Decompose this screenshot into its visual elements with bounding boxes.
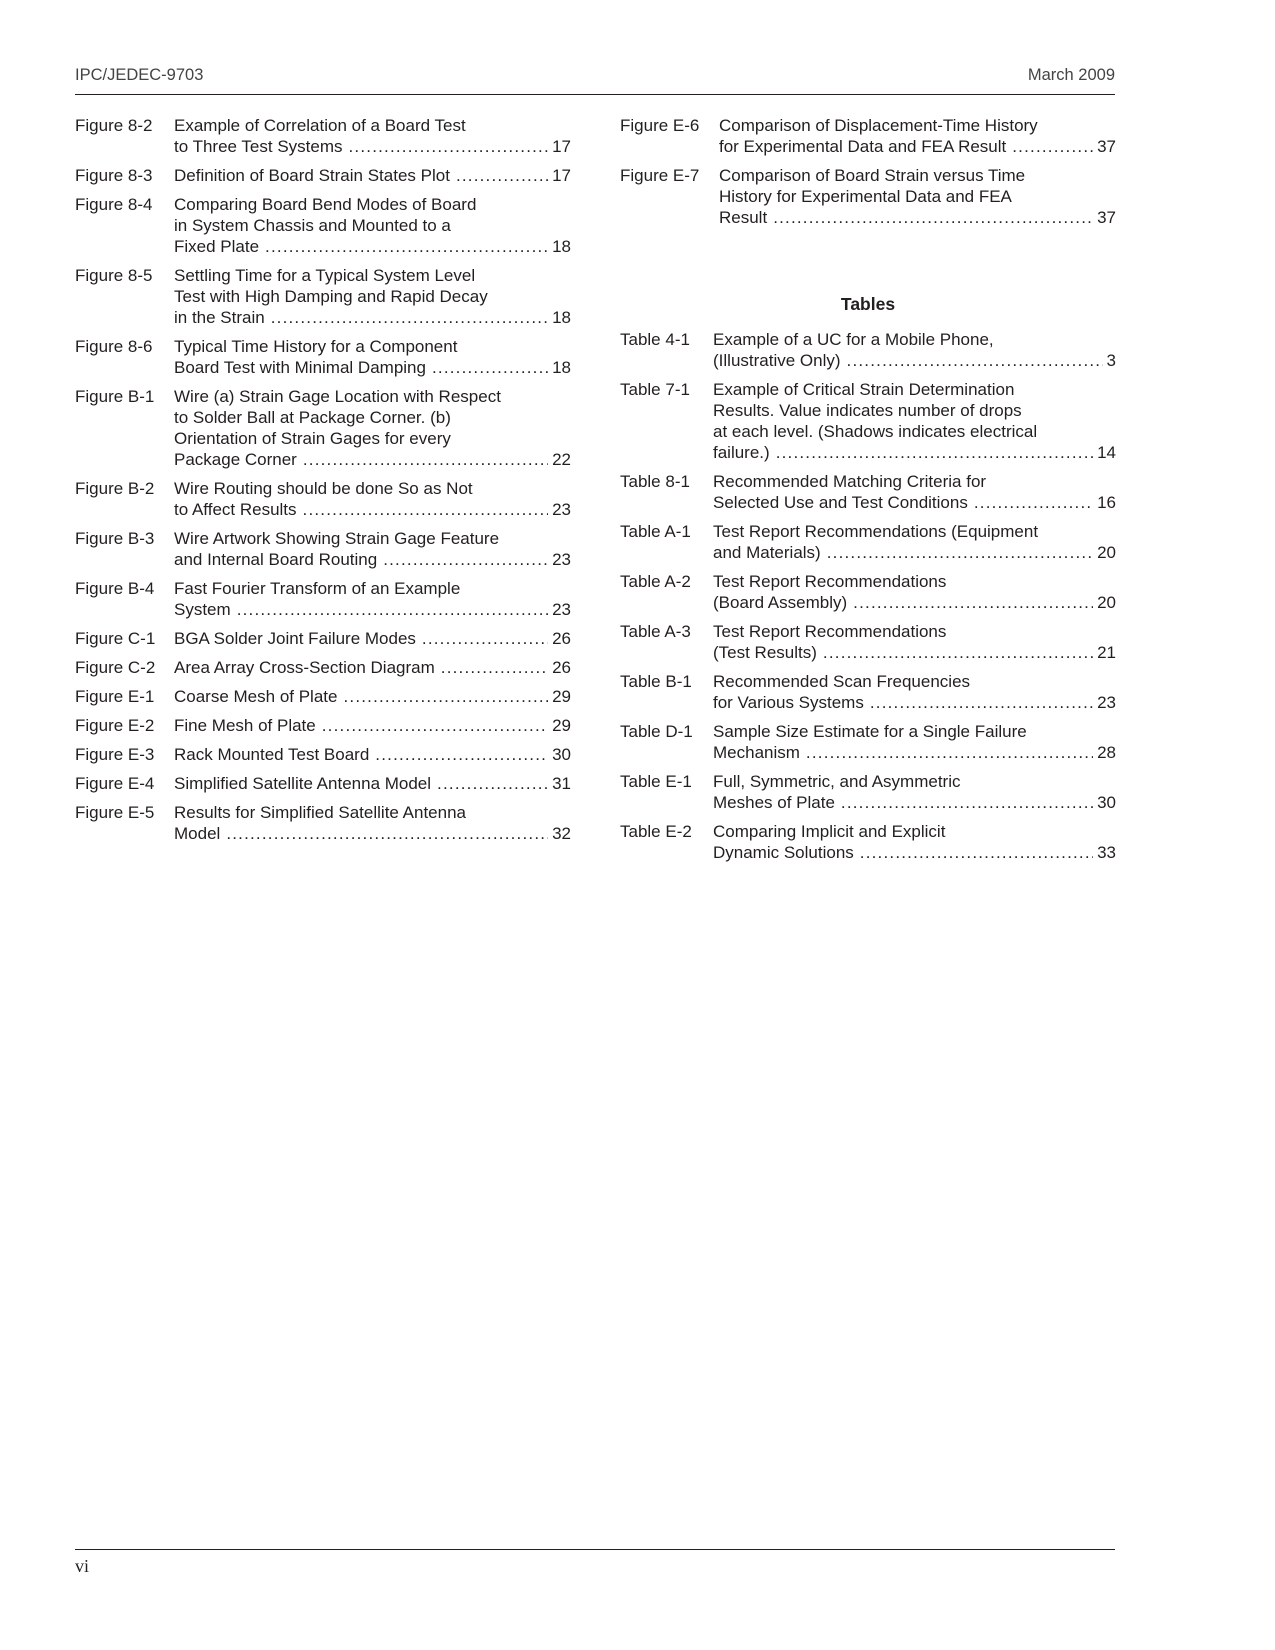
entry-last-line xyxy=(713,592,1116,613)
entry-label: Figure E-1 xyxy=(75,687,155,706)
entry-label: Figure C-1 xyxy=(75,629,156,648)
entry-title-line: Settling Time for a Typical System Level xyxy=(174,266,476,285)
entry-title-line: Test Report Recommendations xyxy=(713,572,947,591)
figure-entry[interactable] xyxy=(620,115,1116,157)
entry-title xyxy=(174,386,571,470)
dot-leader xyxy=(343,686,548,707)
entry-last-line xyxy=(174,136,571,157)
entry-title-line: to Solder Ball at Package Corner. (b) xyxy=(174,408,451,427)
entry-title xyxy=(174,115,571,157)
page-reference[interactable]: 23 xyxy=(552,500,571,519)
entry-label: Table A-1 xyxy=(620,522,691,541)
entry-last-line xyxy=(713,742,1116,763)
entry-title xyxy=(174,265,571,328)
entry-last-line xyxy=(174,715,571,736)
table-entry[interactable] xyxy=(620,471,1116,513)
dot-leader xyxy=(853,592,1093,613)
page-reference[interactable]: 31 xyxy=(552,774,571,793)
entry-last-line xyxy=(174,357,571,378)
entry-title-line: Model xyxy=(174,824,221,843)
figure-entry[interactable] xyxy=(75,528,571,570)
entry-last-line xyxy=(713,692,1116,713)
dot-leader xyxy=(841,792,1093,813)
figure-entry[interactable] xyxy=(75,628,571,649)
entry-last-line xyxy=(713,842,1116,863)
entry-last-line xyxy=(174,657,571,678)
dot-leader xyxy=(375,744,548,765)
entry-last-line xyxy=(174,449,571,470)
entry-last-line xyxy=(719,136,1116,157)
entry-label: Figure E-3 xyxy=(75,745,155,764)
dot-leader xyxy=(226,823,548,844)
entry-title-line: Fixed Plate xyxy=(174,237,260,256)
figure-entry[interactable] xyxy=(75,715,571,736)
page-reference[interactable]: 14 xyxy=(1097,443,1116,462)
entry-title-line: Result xyxy=(719,208,768,227)
entry-title-line: Recommended Matching Criteria for xyxy=(713,472,987,491)
page-reference[interactable]: 23 xyxy=(552,550,571,569)
entry-title-line: History for Experimental Data and FEA xyxy=(719,187,1012,206)
entry-label: Figure 8-4 xyxy=(75,195,153,214)
entry-label: Figure 8-3 xyxy=(75,166,153,185)
entry-title-line: BGA Solder Joint Failure Modes xyxy=(174,629,416,648)
page-reference[interactable]: 30 xyxy=(552,745,571,764)
dot-leader xyxy=(441,657,548,678)
entry-title xyxy=(174,657,571,678)
page-reference[interactable]: 28 xyxy=(1097,743,1116,762)
entry-title xyxy=(713,721,1116,763)
dot-leader xyxy=(432,357,548,378)
page-reference[interactable]: 20 xyxy=(1097,593,1116,612)
page-header xyxy=(75,62,1115,95)
entry-last-line xyxy=(713,542,1116,563)
entry-last-line xyxy=(713,492,1116,513)
entry-title-line: Comparing Implicit and Explicit xyxy=(713,822,946,841)
entry-title-line: Coarse Mesh of Plate xyxy=(174,687,338,706)
entry-title-line: Meshes of Plate xyxy=(713,793,835,812)
entry-title-line: Dynamic Solutions xyxy=(713,843,854,862)
entry-title-line: for Experimental Data and FEA Result xyxy=(719,137,1007,156)
entry-label: Table E-2 xyxy=(620,822,692,841)
table-entry[interactable] xyxy=(620,571,1116,613)
entry-title xyxy=(713,521,1116,563)
dot-leader xyxy=(271,307,548,328)
document-id: IPC/JEDEC-9703 xyxy=(75,66,204,84)
entry-last-line xyxy=(713,642,1116,663)
entry-label: Table 8-1 xyxy=(620,472,690,491)
entry-label: Figure B-1 xyxy=(75,387,155,406)
entry-label: Figure E-5 xyxy=(75,803,155,822)
entry-last-line xyxy=(713,350,1116,371)
figure-entry[interactable] xyxy=(75,386,571,470)
dot-leader xyxy=(823,642,1093,663)
entry-label: Table B-1 xyxy=(620,672,692,691)
dot-leader xyxy=(827,542,1093,563)
page-reference[interactable]: 16 xyxy=(1097,493,1116,512)
entry-title-line: Fine Mesh of Plate xyxy=(174,716,316,735)
entry-title xyxy=(174,194,571,257)
entry-label: Figure 8-6 xyxy=(75,337,153,356)
page-number: vi xyxy=(75,1556,90,1576)
figure-entry[interactable] xyxy=(620,165,1116,228)
entry-last-line xyxy=(174,499,571,520)
entry-title-line: Rack Mounted Test Board xyxy=(174,745,370,764)
entry-title-line: Board Test with Minimal Damping xyxy=(174,358,426,377)
page-reference[interactable]: 33 xyxy=(1097,843,1116,862)
entry-title-line: and Internal Board Routing xyxy=(174,550,378,569)
entry-title xyxy=(174,336,571,378)
entry-title-line: (Illustrative Only) xyxy=(713,351,841,370)
entry-label: Figure B-3 xyxy=(75,529,155,548)
page-reference[interactable]: 18 xyxy=(552,358,571,377)
figure-entry[interactable] xyxy=(75,802,571,844)
entry-label: Figure 8-5 xyxy=(75,266,153,285)
entry-label: Figure E-4 xyxy=(75,774,155,793)
page-reference[interactable]: 32 xyxy=(552,824,571,843)
entry-title-line: failure.) xyxy=(713,443,770,462)
entry-title xyxy=(713,329,1116,371)
entry-title-line: Wire Artwork Showing Strain Gage Feature xyxy=(174,529,500,548)
entry-last-line xyxy=(719,207,1116,228)
dot-leader xyxy=(349,136,549,157)
entry-title xyxy=(713,379,1116,463)
table-entry[interactable] xyxy=(620,771,1116,813)
entry-title xyxy=(174,715,571,736)
entry-last-line xyxy=(174,165,571,186)
entry-title-line: Comparison of Displacement-Time History xyxy=(719,116,1038,135)
entry-title-line: Package Corner xyxy=(174,450,297,469)
entry-title-line: Mechanism xyxy=(713,743,800,762)
dot-leader xyxy=(383,549,548,570)
dot-leader xyxy=(265,236,548,257)
entry-title-line: Recommended Scan Frequencies xyxy=(713,672,971,691)
page-reference[interactable]: 17 xyxy=(552,137,571,156)
entry-title-line: Area Array Cross-Section Diagram xyxy=(174,658,435,677)
entry-title-line: and Materials) xyxy=(713,543,821,562)
entry-title-line: Example of a UC for a Mobile Phone, xyxy=(713,330,994,349)
entry-last-line xyxy=(174,307,571,328)
entry-last-line xyxy=(174,236,571,257)
table-entry[interactable] xyxy=(620,671,1116,713)
figure-entry[interactable] xyxy=(75,478,571,520)
page-reference[interactable]: 22 xyxy=(552,450,571,469)
entry-label: Figure B-4 xyxy=(75,579,155,598)
entry-last-line xyxy=(174,686,571,707)
table-entry[interactable] xyxy=(620,521,1116,563)
entry-last-line xyxy=(713,442,1116,463)
dot-leader xyxy=(456,165,548,186)
figure-entry[interactable] xyxy=(75,773,571,794)
entry-last-line xyxy=(174,744,571,765)
table-entry[interactable] xyxy=(620,721,1116,763)
page-reference[interactable]: 21 xyxy=(1097,643,1116,662)
entry-last-line xyxy=(174,599,571,620)
dot-leader xyxy=(303,499,549,520)
figure-entry[interactable] xyxy=(75,194,571,257)
entry-title xyxy=(174,578,571,620)
entry-label: Figure B-2 xyxy=(75,479,155,498)
page-reference[interactable]: 29 xyxy=(552,716,571,735)
entry-label: Figure E-6 xyxy=(620,116,700,135)
entry-last-line xyxy=(174,773,571,794)
right-column xyxy=(620,115,1116,871)
left-column xyxy=(75,115,571,852)
dot-leader xyxy=(422,628,548,649)
figure-list-continued xyxy=(620,115,1116,228)
entry-title xyxy=(719,115,1116,157)
dot-leader xyxy=(806,742,1093,763)
table-entry[interactable] xyxy=(620,621,1116,663)
entry-label: Table A-2 xyxy=(620,572,691,591)
page-footer xyxy=(75,1549,1115,1576)
entry-title-line: Definition of Board Strain States Plot xyxy=(174,166,450,185)
page-reference[interactable]: 18 xyxy=(552,237,571,256)
entry-title xyxy=(713,571,1116,613)
table-list xyxy=(620,329,1116,863)
entry-title-line: in the Strain xyxy=(174,308,265,327)
entry-title-line: Simplified Satellite Antenna Model xyxy=(174,774,432,793)
entry-title-line: Sample Size Estimate for a Single Failure xyxy=(713,722,1027,741)
figure-entry[interactable] xyxy=(75,336,571,378)
dot-leader xyxy=(860,842,1093,863)
entry-title-line: to Three Test Systems xyxy=(174,137,343,156)
entry-title-line: System xyxy=(174,600,231,619)
entry-title-line: at each level. (Shadows indicates electrical xyxy=(713,422,1038,441)
page-reference[interactable]: 30 xyxy=(1097,793,1116,812)
entry-title-line: Typical Time History for a Component xyxy=(174,337,458,356)
entry-title-line: Orientation of Strain Gages for every xyxy=(174,429,451,448)
page-reference[interactable]: 26 xyxy=(552,658,571,677)
entry-title xyxy=(713,821,1116,863)
page-reference[interactable]: 26 xyxy=(552,629,571,648)
page-reference[interactable]: 37 xyxy=(1097,208,1116,227)
entry-label: Table D-1 xyxy=(620,722,693,741)
dot-leader xyxy=(1012,136,1093,157)
entry-title xyxy=(713,671,1116,713)
entry-title xyxy=(713,471,1116,513)
dot-leader xyxy=(303,449,548,470)
entry-title xyxy=(713,621,1116,663)
entry-title xyxy=(174,165,571,186)
table-entry[interactable] xyxy=(620,329,1116,371)
figure-entry[interactable] xyxy=(75,744,571,765)
page-reference[interactable]: 17 xyxy=(552,166,571,185)
page-reference[interactable]: 23 xyxy=(552,600,571,619)
entry-title-line: Test with High Damping and Rapid Decay xyxy=(174,287,488,306)
entry-title-line: Results. Value indicates number of drops xyxy=(713,401,1022,420)
figure-entry[interactable] xyxy=(75,165,571,186)
entry-title-line: Comparing Board Bend Modes of Board xyxy=(174,195,477,214)
entry-title-line: for Various Systems xyxy=(713,693,864,712)
entry-title-line: Results for Simplified Satellite Antenna xyxy=(174,803,466,822)
dot-leader xyxy=(437,773,548,794)
dot-leader xyxy=(974,492,1093,513)
entry-title-line: Selected Use and Test Conditions xyxy=(713,493,968,512)
entry-label: Figure 8-2 xyxy=(75,116,153,135)
entry-title-line: Comparison of Board Strain versus Time xyxy=(719,166,1026,185)
figure-entry[interactable] xyxy=(75,265,571,328)
entry-title xyxy=(174,478,571,520)
entry-title xyxy=(174,528,571,570)
document-date: March 2009 xyxy=(1027,66,1115,84)
entry-label: Table 7-1 xyxy=(620,380,690,399)
entry-title-line: Test Report Recommendations (Equipment xyxy=(713,522,1039,541)
figure-entry[interactable] xyxy=(75,686,571,707)
entry-title-line: Fast Fourier Transform of an Example xyxy=(174,579,461,598)
dot-leader xyxy=(870,692,1093,713)
entry-title-line: in System Chassis and Mounted to a xyxy=(174,216,451,235)
entry-title-line: Example of Critical Strain Determination xyxy=(713,380,1015,399)
page-reference[interactable]: 37 xyxy=(1097,137,1116,156)
entry-label: Table E-1 xyxy=(620,772,692,791)
entry-last-line xyxy=(174,823,571,844)
entry-title xyxy=(174,744,571,765)
figure-list xyxy=(75,115,571,844)
page-reference[interactable]: 29 xyxy=(552,687,571,706)
entry-title xyxy=(713,771,1116,813)
page-reference[interactable]: 20 xyxy=(1097,543,1116,562)
dot-leader xyxy=(847,350,1103,371)
entry-title-line: Test Report Recommendations xyxy=(713,622,947,641)
entry-title-line: (Test Results) xyxy=(713,643,817,662)
entry-title-line: Full, Symmetric, and Asymmetric xyxy=(713,772,961,791)
figure-entry[interactable] xyxy=(75,115,571,157)
entry-last-line xyxy=(174,628,571,649)
entry-label: Figure C-2 xyxy=(75,658,156,677)
tables-heading: Tables xyxy=(840,294,896,314)
entry-label: Figure E-2 xyxy=(75,716,155,735)
entry-title-line: Wire Routing should be done So as Not xyxy=(174,479,473,498)
dot-leader xyxy=(237,599,548,620)
page-reference[interactable]: 18 xyxy=(552,308,571,327)
entry-title-line: (Board Assembly) xyxy=(713,593,848,612)
page-reference[interactable]: 3 xyxy=(1106,351,1116,370)
entry-last-line xyxy=(174,549,571,570)
table-entry[interactable] xyxy=(620,821,1116,863)
dot-leader xyxy=(773,207,1093,228)
figure-entry[interactable] xyxy=(75,657,571,678)
figure-entry[interactable] xyxy=(75,578,571,620)
entry-label: Table A-3 xyxy=(620,622,691,641)
page-reference[interactable]: 23 xyxy=(1097,693,1116,712)
entry-title-line: Wire (a) Strain Gage Location with Respect xyxy=(174,387,501,406)
entry-title xyxy=(719,165,1116,228)
entry-label: Figure E-7 xyxy=(620,166,700,185)
entry-title xyxy=(174,628,571,649)
dot-leader xyxy=(322,715,548,736)
entry-title-line: Example of Correlation of a Board Test xyxy=(174,116,466,135)
entry-title xyxy=(174,686,571,707)
entry-last-line xyxy=(713,792,1116,813)
entry-title xyxy=(174,802,571,844)
entry-title xyxy=(174,773,571,794)
entry-label: Table 4-1 xyxy=(620,330,690,349)
dot-leader xyxy=(776,442,1093,463)
entry-title-line: to Affect Results xyxy=(174,500,297,519)
table-entry[interactable] xyxy=(620,379,1116,463)
